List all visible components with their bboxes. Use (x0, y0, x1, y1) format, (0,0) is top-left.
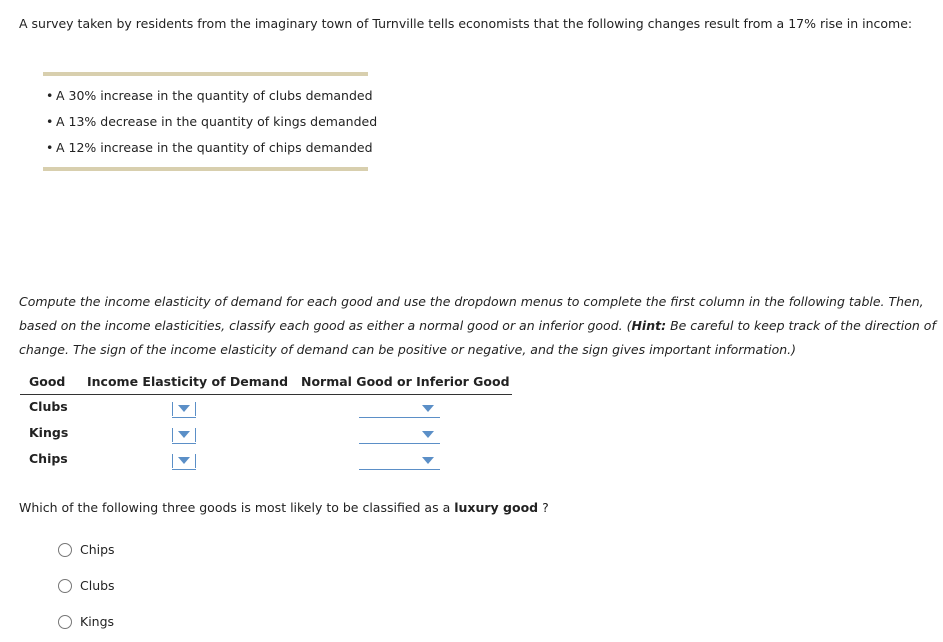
radio-label: Clubs (80, 578, 115, 593)
header-classification: Normal Good or Inferior Good (301, 374, 510, 389)
radio-option-kings[interactable] (58, 614, 114, 630)
elasticity-dropdown-chips[interactable] (172, 454, 196, 470)
intro-text: A survey taken by residents from the imaginary town of Turnville tells economists that the following changes result from a 17% rise in income: (19, 16, 913, 31)
radio-label: Kings (80, 614, 115, 629)
radio-option-chips[interactable] (58, 542, 115, 558)
instructions-part2: Be careful to keep track of the direction of change. The sign of the income elasticity of demand can be positive or negative, and the sign gives important information.) (19, 318, 936, 357)
classification-dropdown-kings[interactable] (359, 428, 440, 444)
question-emphasis: luxury good (454, 500, 539, 515)
luxury-question (19, 500, 549, 516)
row-label-kings: Kings (29, 425, 69, 440)
instructions-part1: Compute the income elasticity of demand for each good and use the dropdown menus to complete the first column in the following table. Then, based on the income elasticities, classify each good as either a normal good or an inferior good. ( (19, 294, 924, 333)
bullet-item-kings (46, 114, 377, 130)
question-prefix: Which of the following three goods is most likely to be classified as a (19, 500, 455, 515)
dropdown-caret-icon (178, 457, 190, 464)
classification-dropdown-chips[interactable] (359, 454, 440, 470)
bullet-text: A 13% decrease in the quantity of kings demanded (56, 114, 378, 129)
bullet-item-chips (46, 140, 373, 156)
bullet-text: A 30% increase in the quantity of clubs demanded (56, 88, 373, 103)
hint-label: Hint: (631, 318, 667, 333)
bullet-dot-icon: • (46, 140, 54, 155)
header-elasticity: Income Elasticity of Demand (87, 374, 289, 389)
elasticity-dropdown-kings[interactable] (172, 428, 196, 444)
bullet-dot-icon: • (46, 114, 54, 129)
radio-button[interactable] (58, 615, 72, 629)
dropdown-caret-icon (422, 431, 434, 438)
dropdown-caret-icon (422, 457, 434, 464)
classification-dropdown-clubs[interactable] (359, 402, 440, 418)
elasticity-dropdown-clubs[interactable] (172, 402, 196, 418)
radio-button[interactable] (58, 543, 72, 557)
radio-button[interactable] (58, 579, 72, 593)
table-header-rule (20, 394, 512, 395)
bullet-box (43, 72, 378, 171)
dropdown-caret-icon (422, 405, 434, 412)
row-label-chips: Chips (29, 451, 68, 466)
question-suffix: ? (538, 500, 549, 515)
bullet-text: A 12% increase in the quantity of chips demanded (56, 140, 373, 155)
bullet-dot-icon: • (46, 88, 54, 103)
radio-option-clubs[interactable] (58, 578, 115, 594)
radio-label: Chips (80, 542, 115, 557)
instructions (19, 290, 939, 362)
row-label-clubs: Clubs (29, 399, 68, 414)
dropdown-caret-icon (178, 431, 190, 438)
header-good: Good (29, 374, 66, 389)
dropdown-caret-icon (178, 405, 190, 412)
bullet-item-clubs (46, 88, 373, 104)
